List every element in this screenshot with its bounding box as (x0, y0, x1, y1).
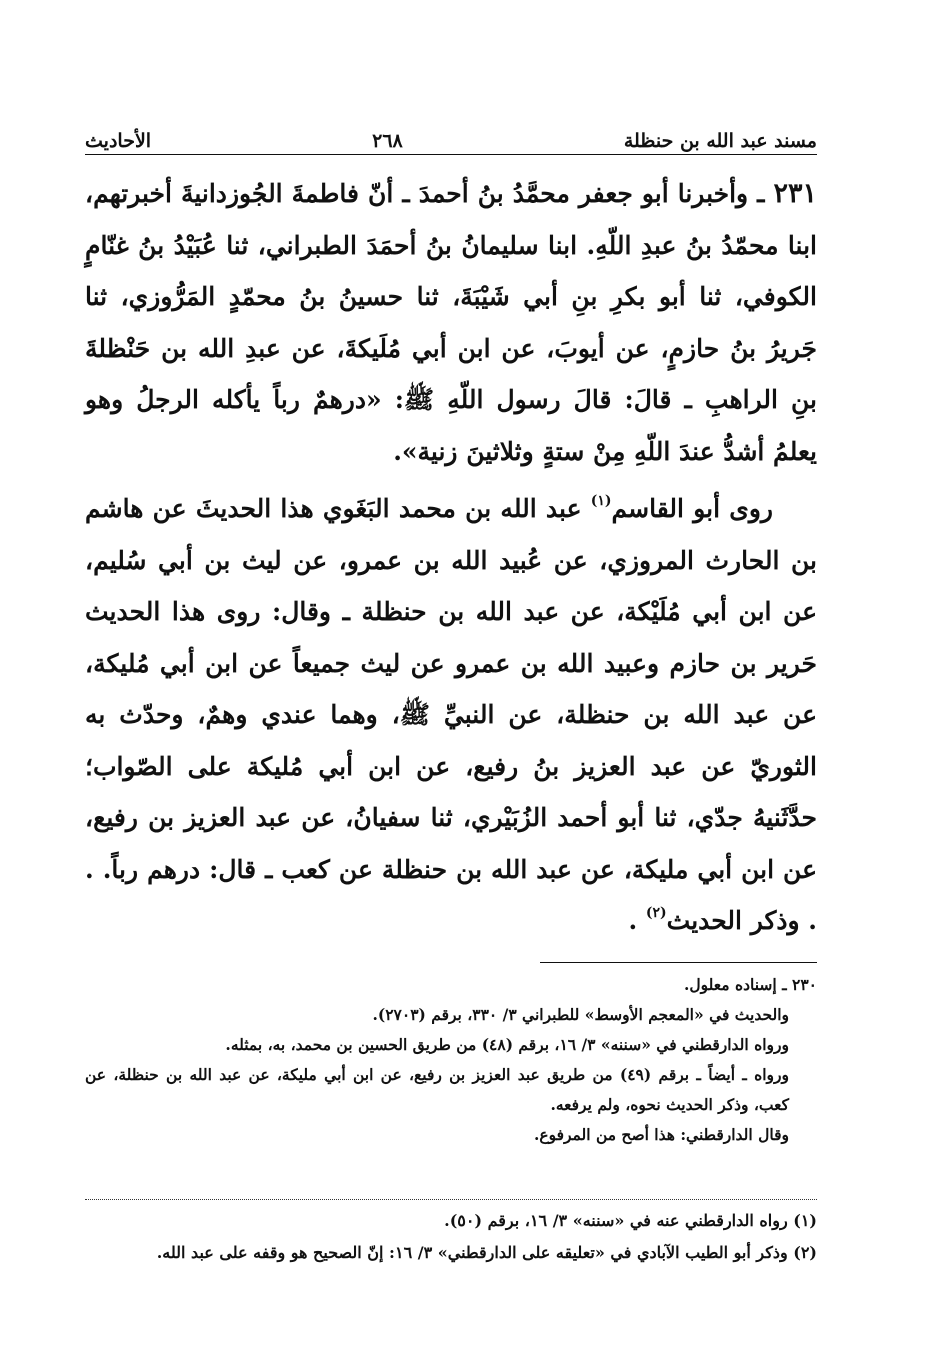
section-title: الأحاديث (85, 130, 152, 152)
takhrij-line: وقال الدارقطني: هذا أصح من المرفوع. (533, 1125, 789, 1144)
footnotes-divider (85, 1199, 817, 1200)
hadith-number: ٢٣١ (773, 178, 817, 209)
book-title: مسند عبد الله بن حنظلة (623, 130, 817, 152)
commentary-paragraph (85, 483, 817, 947)
takhrij-line: والحديث في «المعجم الأوسط» للطبراني ٣/ ٣٣٠، برقم (٢٧٠٣). (372, 1005, 789, 1024)
notes-divider (540, 962, 817, 963)
commentary-start: روى أبو القاسم (611, 494, 773, 523)
footnote-ref-1[interactable]: (١) (590, 493, 612, 509)
takhrij-notes (85, 970, 817, 1150)
hadith-text: ـ وأخبرنا أبو جعفر محمَّدُ بنُ أحمدَ ـ أنّ فاطمةَ الجُوزدانيةَ أخبرتهم، ابنا محمّدُ بنُ عبدِ اللّهِ. ابنا سليمانُ بنُ أحمَدَ الطبراني، ثنا عُبَيْدُ بنُ غنّامٍ الكوفي، ثنا أبو بكرِ بنِ أبي شَيْبَةَ، ثنا حسينُ بنُ محمّدٍ المَرُّوزي، ثنا جَريرُ بنُ حازمٍ، عن أيوبَ، عن ابن أبي مُلَيكةَ، عن عبدِ الله بن حَنْظلةَ بنِ الراهبِ ـ قالَ: قالَ رسول اللّهِ ﷺ: «درهمٌ رباً يأكله الرجلُ وهو يعلمُ أشدُّ عندَ اللّهِ مِنْ ستةٍ وثلاثينَ زنية». (85, 179, 817, 466)
commentary-body: عبد الله بن محمد البَغَوي هذا الحديثَ عن هاشم بن الحارث المروزي، عن عُبيد الله بن عمرو، عن ليث بن أبي سُليم، عن ابن أبي مُلَيْكة، عن عبد الله بن حنظلة ـ وقال: روى هذا الحديث حَرير بن حازم وعبيد الله بن عمرو عن ليث جميعاً عن ابن أبي مُليكة، عن عبد الله بن حنظلة، عن النبيِّ ﷺ، وهما عندي وهمٌ، وحدّث به الثوريّ عن عبد العزيز بنُ رفيع، عن ابن أبي مُليكة على الصّواب؛ حدَّثَنيهُ جدّي، ثنا أبو أحمد الزُبَيْري، ثنا سفيانُ، عن عبد العزيز بن رفيع، عن ابن أبي مليكة، عن عبد الله بن حنظلة عن كعب ـ قال: درهم رباً. . . وذكر الحديث (85, 494, 817, 935)
takhrij-line: ٢٣٠ ـ إسناده معلول. (683, 975, 817, 994)
footnote-ref-2[interactable]: (٢) (645, 905, 667, 921)
commentary-end: . (628, 906, 646, 935)
footnotes (85, 1205, 817, 1269)
hadith-paragraph (85, 168, 817, 477)
footnote-2: (٢) وذكر أبو الطيب الآبادي في «تعليقه على الدارقطني» ٣/ ١٦: إنّ الصحيح هو وقفه على عبد الله. (156, 1243, 817, 1262)
footnote-1: (١) رواه الدارقطني عنه في «سننه» ٣/ ١٦، برقم (٥٠). (444, 1211, 817, 1230)
page-header (85, 118, 817, 152)
takhrij-line: ورواه الدارقطني في «سننه» ٣/ ١٦، برقم (٤٨) من طريق الحسين بن محمد، به، بمثله. (225, 1035, 789, 1054)
page-number: ٢٦٨ (372, 130, 403, 152)
header-divider (85, 154, 817, 155)
main-text (85, 168, 817, 947)
takhrij-line: ورواه ـ أيضاً ـ برقم (٤٩) من طريق عبد العزيز بن رفيع، عن ابن أبي مليكة، عن عبد الله بن حنظلة، عن كعب، وذكر الحديث نحوه، ولم يرفعه. (85, 1065, 789, 1114)
